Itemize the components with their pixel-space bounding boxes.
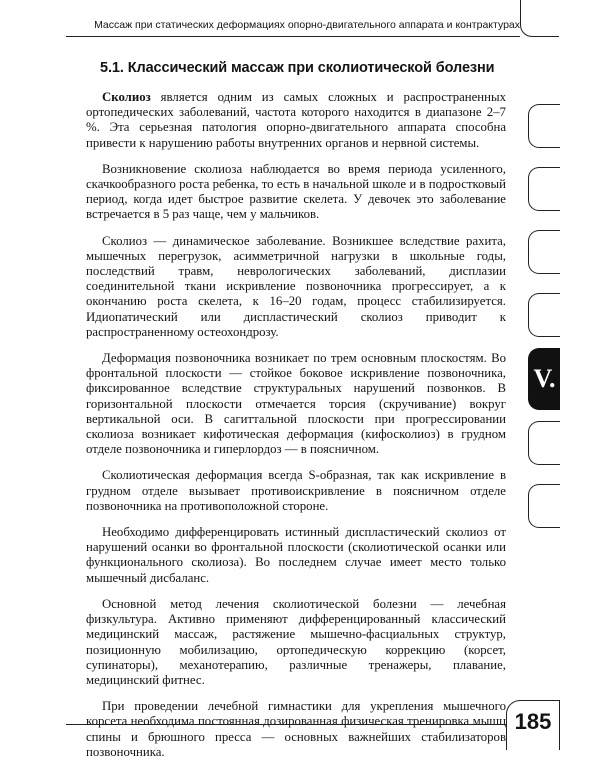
paragraph-2: Возникновение сколиоза наблюдается во время периода усиленного, скачкообразного роста ребенка, то есть в начальной школе и в подростковый период, когда идет быстрое развитие скелета. У девочек это заболевание встречается в 5 раз чаще, чем у мальчиков. bbox=[86, 161, 506, 222]
thumb-tab bbox=[528, 421, 560, 465]
thumb-tab bbox=[528, 167, 560, 211]
paragraph-1 bbox=[86, 90, 506, 151]
paragraph-1-text: является одним из самых сложных и распространенных ортопедических заболеваний, частота которого находится в диапазоне 2–7 %. Эта серьезная патология опорно-двигательного аппарата способна привести к нарушению работы внутренних органов и нервной системы. bbox=[86, 90, 506, 150]
chapter-tab-active: V. bbox=[528, 348, 560, 410]
paragraph-3: Сколиоз — динамическое заболевание. Возникшее вследствие рахита, мышечных перегрузок, асимметричной нагрузки в школьные годы, последствий травм, неврологических заболеваний, дисплазии соединительной ткани искривление позвоночника прогрессирует, а к окончанию роста скелета, к 16–20 годам, процесс стабилизируется. Идиопатический или диспластический сколиоз приводит к распространенному остеохондрозу. bbox=[86, 233, 506, 339]
thumb-tab bbox=[528, 293, 560, 337]
thumb-tab bbox=[528, 230, 560, 274]
chapter-thumb-tabs bbox=[528, 104, 560, 547]
paragraph-7: Основной метод лечения сколиотической болезни — лечебная физкультура. Активно применяют дифференцированный классический медицинский массаж, растяжение мышечно-фасциальных структур, позиционную мобилизацию, ортопедическую коррекцию (корсет, супинаторы), механотерапию, различные тренажеры, плавание, медицинский фитнес. bbox=[86, 596, 506, 687]
thumb-tab bbox=[528, 104, 560, 148]
paragraph-6: Необходимо дифференцировать истинный диспластический сколиоз от нарушений осанки во фронтальной плоскости (сколиотической осанки или функционального сколиоза). Во последнем случае имеет место только мышечный дисбаланс. bbox=[86, 525, 506, 585]
term-scoliosis: Сколиоз bbox=[102, 90, 151, 104]
paragraph-4: Деформация позвоночника возникает по трем основным плоскостям. Во фронтальной плоскости — стойкое боковое искривление позвоночника, фиксированное вследствие структуральных нарушений позвонков. В горизонтальной плоскости отмечается торсия (скручивание) вокруг вертикальной оси. В сагиттальной плоскости при прогрессировании сколиоза возникает кифотическая деформация (кифосколиоз) в грудном отделе позвоночника и гиперлордоз — в поясничном. bbox=[86, 351, 506, 457]
paragraph-5: Сколиотическая деформация всегда S-образная, так как искривление в грудном отделе вызывает противоискривление в поясничном отделе позвоночника на противоположной стороне. bbox=[86, 468, 506, 513]
footer-rule bbox=[66, 724, 506, 725]
running-head: Массаж при статических деформациях опорно-двигательного аппарата и контрактурах bbox=[66, 16, 520, 37]
thumb-tab bbox=[528, 484, 560, 528]
paragraph-8: При проведении лечебной гимнастики для укрепления мышечного корсета необходима постоянная дозированная физическая тренировка мышц спины и брюшного пресса — основных важнейших стабилизаторов позвоночника. bbox=[86, 699, 506, 759]
header-corner-frame bbox=[520, 0, 559, 37]
section-title: 5.1. Классический массаж при сколиотической болезни bbox=[100, 60, 495, 76]
page-body bbox=[86, 60, 506, 771]
page-number: 185 bbox=[506, 700, 560, 750]
